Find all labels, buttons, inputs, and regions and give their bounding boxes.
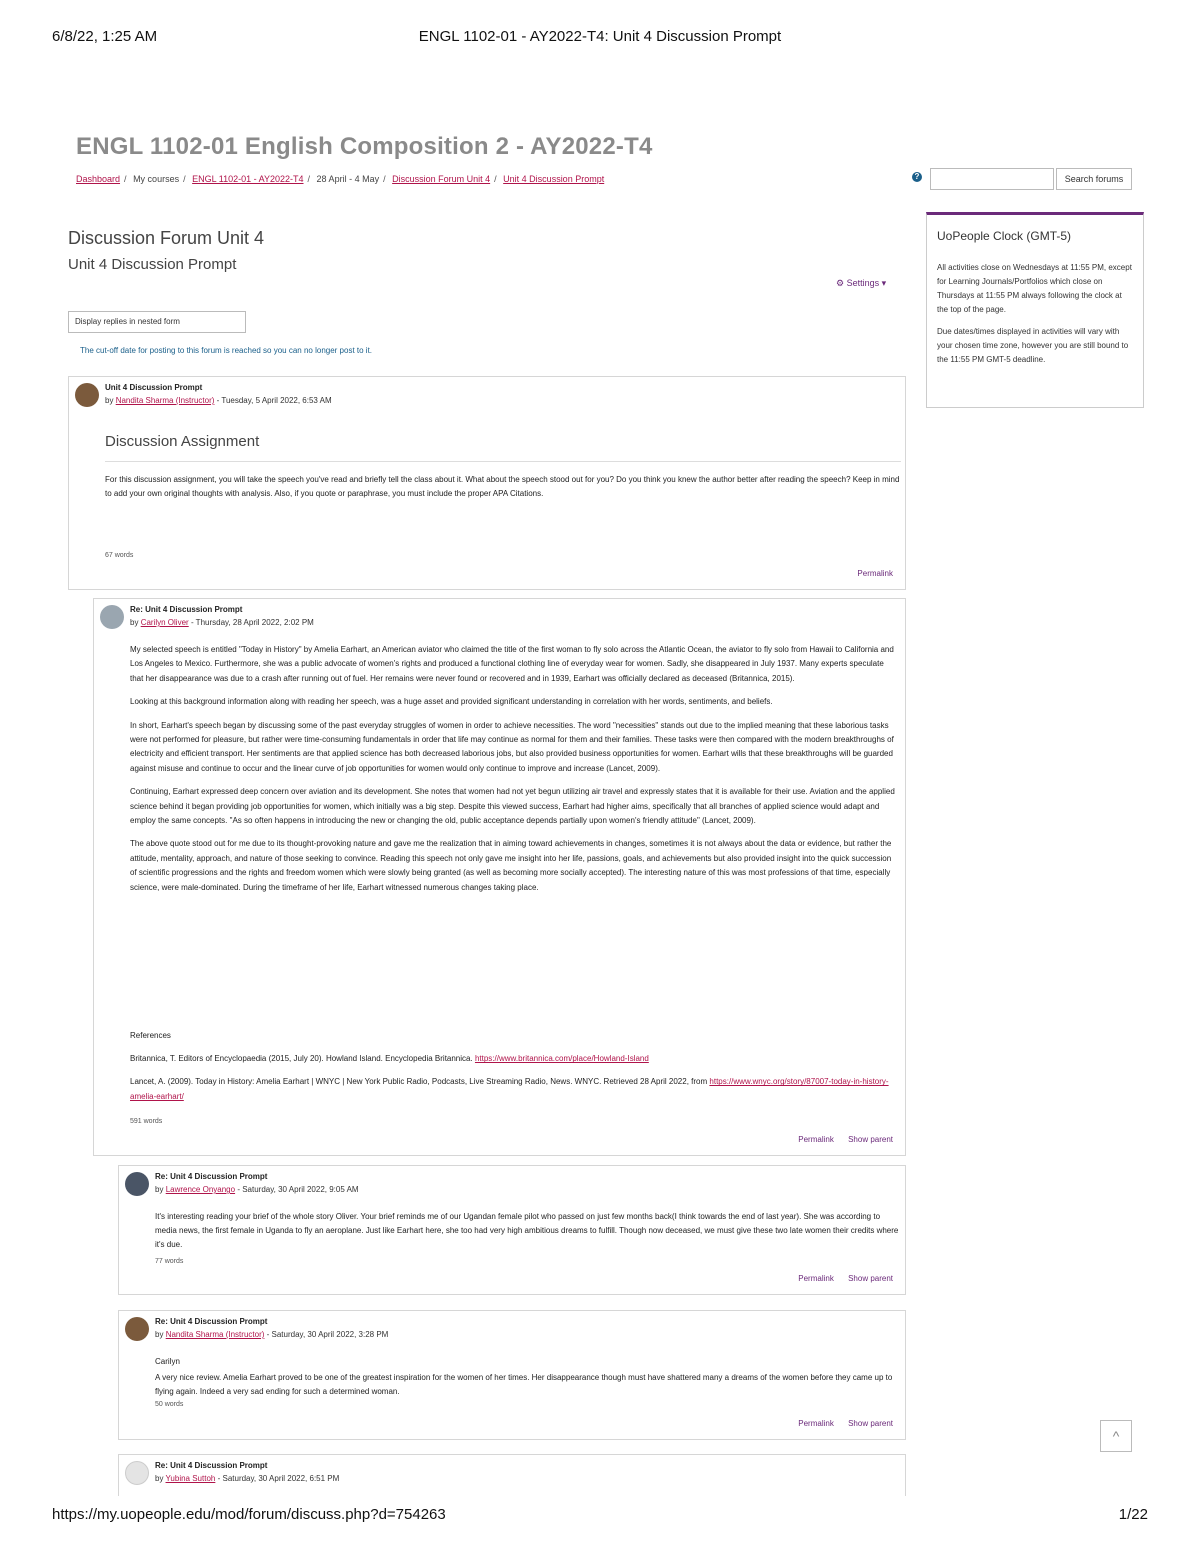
post-body [155, 1355, 903, 1409]
breadcrumb-my-courses: My courses [133, 174, 180, 184]
avatar[interactable] [125, 1461, 149, 1485]
post-actions [786, 1135, 893, 1144]
post-byline [155, 1474, 339, 1483]
clock-note-2: Due dates/times displayed in activities will vary with your chosen time zone, however you are still bound to the 11:55 PM GMT-5 deadline. [937, 327, 1129, 364]
post-paragraph: In short, Earhart's speech began by discussing some of the past everyday struggles of women in order to achieve necessities. The word "necessities" stands out due to the implied meaning that these laborious tasks were not performed for pleasure, but rather were time-consuming fundamentals in order that life may continue as normal for them and their families. These tasks were then compared with the modern breakthroughs of electricity and efficient transport. Her sentiments are that applied science has both decreased laborious jobs, but also provided business opportunities for women. Earhart wills that these breakthroughs will be guarded against misuse and continue to occur and the linear curve of job opportunities for women would only continue to improve and increase (Lancet, 2009). [130, 720, 894, 773]
avatar[interactable] [125, 1172, 149, 1196]
word-count: 67 words [105, 552, 134, 559]
byline-by: by [155, 1185, 164, 1194]
reference-item [130, 1052, 898, 1066]
permalink-link[interactable]: Permalink [798, 1419, 834, 1428]
post-body [105, 473, 901, 510]
breadcrumb-week: 28 April - 4 May [316, 174, 380, 184]
avatar[interactable] [100, 605, 124, 629]
search-input[interactable] [930, 168, 1054, 190]
avatar[interactable] [75, 383, 99, 407]
byline-by: by [155, 1330, 164, 1339]
breadcrumb-separator: / [124, 174, 127, 184]
post-date: - Saturday, 30 April 2022, 6:51 PM [217, 1474, 340, 1483]
post-date: - Thursday, 28 April 2022, 2:02 PM [190, 618, 314, 627]
clock-title: UoPeople Clock (GMT-5) [937, 229, 1072, 243]
divider [105, 461, 901, 462]
breadcrumb-prompt[interactable]: Unit 4 Discussion Prompt [503, 174, 605, 184]
byline-by: by [130, 618, 139, 627]
author-link[interactable]: Carilyn Oliver [140, 618, 189, 627]
post-subject: Re: Unit 4 Discussion Prompt [130, 605, 243, 614]
avatar[interactable] [125, 1317, 149, 1341]
caret-down-icon: ▾ [881, 278, 887, 288]
breadcrumb [76, 174, 604, 184]
forum-subtitle: Unit 4 Discussion Prompt [68, 256, 237, 273]
reference-item [130, 1075, 898, 1103]
post-actions [845, 569, 893, 578]
forum-title: Discussion Forum Unit 4 [68, 228, 265, 248]
post-body [155, 1210, 903, 1262]
author-link[interactable]: Nandita Sharma (Instructor) [115, 396, 215, 405]
show-parent-link[interactable]: Show parent [848, 1274, 893, 1283]
print-url: https://my.uopeople.edu/mod/forum/discuss.php?d=754263 [52, 1506, 446, 1523]
reference-text: Lancet, A. (2009). Today in History: Amelia Earhart | WNYC | New York Public Radio, Podcasts, Live Streaming Radio, News. WNYC. Retrieved 28 April 2022, from [130, 1077, 708, 1087]
breadcrumb-separator: / [307, 174, 311, 184]
post-paragraph: The above quote stood out for me due to its thought-provoking nature and gave me the realization that in aiming toward achievements in changes, sometimes it is not always about the data or evidence, but rather the attitude, mentality, approach, and nature of those seeking to convince. Reading this speech not only gave me insight into her life, passions, goals, and achievements but also provided insight into the quick succession of scientific progressions and the rights and freedom women which were slowly being granted (as well as becoming more socially accepted). The interesting nature of this was most professions of that time, especially science, were male-dominated. During the timeframe of her life, Earhart witnessed numerous changes taking place. [130, 839, 892, 892]
course-title: ENGL 1102-01 English Composition 2 - AY2022-T4 [76, 133, 653, 160]
post-subject: Re: Unit 4 Discussion Prompt [155, 1461, 268, 1470]
post-paragraph: For this discussion assignment, you will take the speech you've read and briefly tell the class about it. What about the speech stood out for you? Do you think you knew the author better after reading the speech? Keep in mind to add your own original thoughts with analysis. Also, if you quote or paraphrase, you must include the proper APA Citations. [105, 475, 900, 499]
author-link[interactable]: Lawrence Onyango [165, 1185, 236, 1194]
reference-link[interactable]: https://www.britannica.com/place/Howland-Island [474, 1054, 649, 1064]
reference-link[interactable]: https://www.wnyc.org/story/87007-today-in-history-amelia-earhart/ [130, 1077, 889, 1101]
author-link[interactable]: Yubina Suttoh [165, 1474, 216, 1483]
author-link[interactable]: Nandita Sharma (Instructor) [165, 1330, 265, 1339]
permalink-link[interactable]: Permalink [857, 569, 893, 578]
post-byline [155, 1330, 388, 1339]
references [130, 1029, 898, 1113]
post-paragraph: Continuing, Earhart expressed deep concern over aviation and its development. She notes that women had not yet begun utilizing air travel and expressly states that it is available for their use. Aviation and the applied science behind it began providing job opportunities for women, which initially was a big step. Despite this viewed success, Earhart had higher aims, specifically that all branches of applied science would adapt and employ the same concepts. "As so often happens in introducing the new or changing the old, public acceptance depends partially upon women's friendly attitude" (Lancet, 2009). [130, 787, 895, 826]
breadcrumb-dashboard[interactable]: Dashboard [76, 174, 121, 184]
show-parent-link[interactable]: Show parent [848, 1135, 893, 1144]
breadcrumb-course[interactable]: ENGL 1102-01 - AY2022-T4 [192, 174, 304, 184]
show-parent-link[interactable]: Show parent [848, 1419, 893, 1428]
post-subject: Unit 4 Discussion Prompt [105, 383, 203, 392]
post-byline [105, 396, 332, 405]
post-date: - Tuesday, 5 April 2022, 6:53 AM [216, 396, 332, 405]
breadcrumb-separator: / [183, 174, 186, 184]
settings-menu[interactable] [836, 278, 886, 289]
assignment-heading: Discussion Assignment [105, 433, 260, 450]
cutoff-notice: The cut-off date for posting to this forum is reached so you can no longer post to it. [80, 346, 373, 355]
post-subject: Re: Unit 4 Discussion Prompt [155, 1172, 268, 1181]
post-paragraph: My selected speech is entitled "Today in History" by Amelia Earhart, an American aviator who claimed the title of the first woman to fly solo across the Atlantic Ocean, the aviator to fly solo from Hawaii to California and Los Angeles to Mexico. Furthermore, she was a public advocate of women's rights and produced a functional clothing line of everyday wear for women. Sadly, she disappeared in July 1937. Many experts speculate that her disappearance was due to a crash after running out of fuel. Her remains were never found or recovered and in 1939, Earhart was officially declared as deceased (Britannica, 2015). [130, 645, 894, 683]
print-datetime: 6/8/22, 1:25 AM [52, 28, 158, 45]
forum-post [68, 376, 906, 590]
word-count: 77 words [155, 1258, 184, 1265]
post-actions [786, 1419, 893, 1428]
display-mode-select[interactable]: Display replies in nested form [68, 311, 246, 333]
post-paragraph: Carilyn [155, 1357, 180, 1366]
print-page-number: 1/22 [1118, 1506, 1148, 1523]
gear-icon: ⚙ [836, 278, 845, 288]
byline-by: by [105, 396, 114, 405]
reference-text: Britannica, T. Editors of Encyclopaedia (2015, July 20). Howland Island. Encyclopedia Britannica. [130, 1054, 473, 1064]
post-subject: Re: Unit 4 Discussion Prompt [155, 1317, 268, 1326]
post-byline [155, 1185, 359, 1194]
breadcrumb-separator: / [383, 174, 386, 184]
back-to-top-button[interactable]: ^ [1100, 1420, 1132, 1452]
post-paragraph: Looking at this background information along with reading her speech, was a huge asset and provided significant understanding in correlation with her words, sentiments, and beliefs. [130, 697, 773, 707]
word-count: 50 words [155, 1401, 184, 1408]
word-count: 591 words [130, 1118, 163, 1125]
post-actions [786, 1274, 893, 1283]
post-body [130, 643, 898, 904]
post-byline [130, 618, 314, 627]
settings-label: Settings [846, 278, 880, 288]
breadcrumb-separator: / [494, 174, 497, 184]
breadcrumb-forum[interactable]: Discussion Forum Unit 4 [392, 174, 491, 184]
post-paragraph: It's interesting reading your brief of the whole story Oliver. Your brief reminds me of our Ugandan female pilot who passed on just few months back(I think towards the end of last year). She was according to media news, the first female in Uganda to fly an aeroplane. Just like Earhart here, she too had very high ambitious dreams to fulfill. Though now deceased, we must give these two late women their credits where it's due. [155, 1212, 899, 1250]
byline-by: by [155, 1474, 164, 1483]
help-icon[interactable]: ? [912, 172, 922, 182]
uopeople-clock-block [926, 212, 1144, 408]
forum-post [118, 1454, 906, 1496]
clock-note-1: All activities close on Wednesdays at 11:55 PM, except for Learning Journals/Portfolios which close on Thursdays at 11:55 PM always following the clock at the top of the page. [937, 263, 1132, 314]
permalink-link[interactable]: Permalink [798, 1135, 834, 1144]
print-doc-title: ENGL 1102-01 - AY2022-T4: Unit 4 Discussion Prompt [418, 28, 782, 45]
forum-post [118, 1165, 906, 1295]
post-date: - Saturday, 30 April 2022, 9:05 AM [237, 1185, 359, 1194]
post-paragraph: A very nice review. Amelia Earhart proved to be one of the greatest inspiration for the women of her times. Her disappearance though must have shattered many a dreams of the women before they came up to flying again. Indeed a very sad ending for such a determined woman. [155, 1373, 893, 1397]
permalink-link[interactable]: Permalink [798, 1274, 834, 1283]
forum-post [93, 598, 906, 1156]
forum-post [118, 1310, 906, 1440]
search-forums-button[interactable]: Search forums [1056, 168, 1132, 190]
references-title: References [130, 1031, 171, 1040]
post-date: - Saturday, 30 April 2022, 3:28 PM [266, 1330, 389, 1339]
